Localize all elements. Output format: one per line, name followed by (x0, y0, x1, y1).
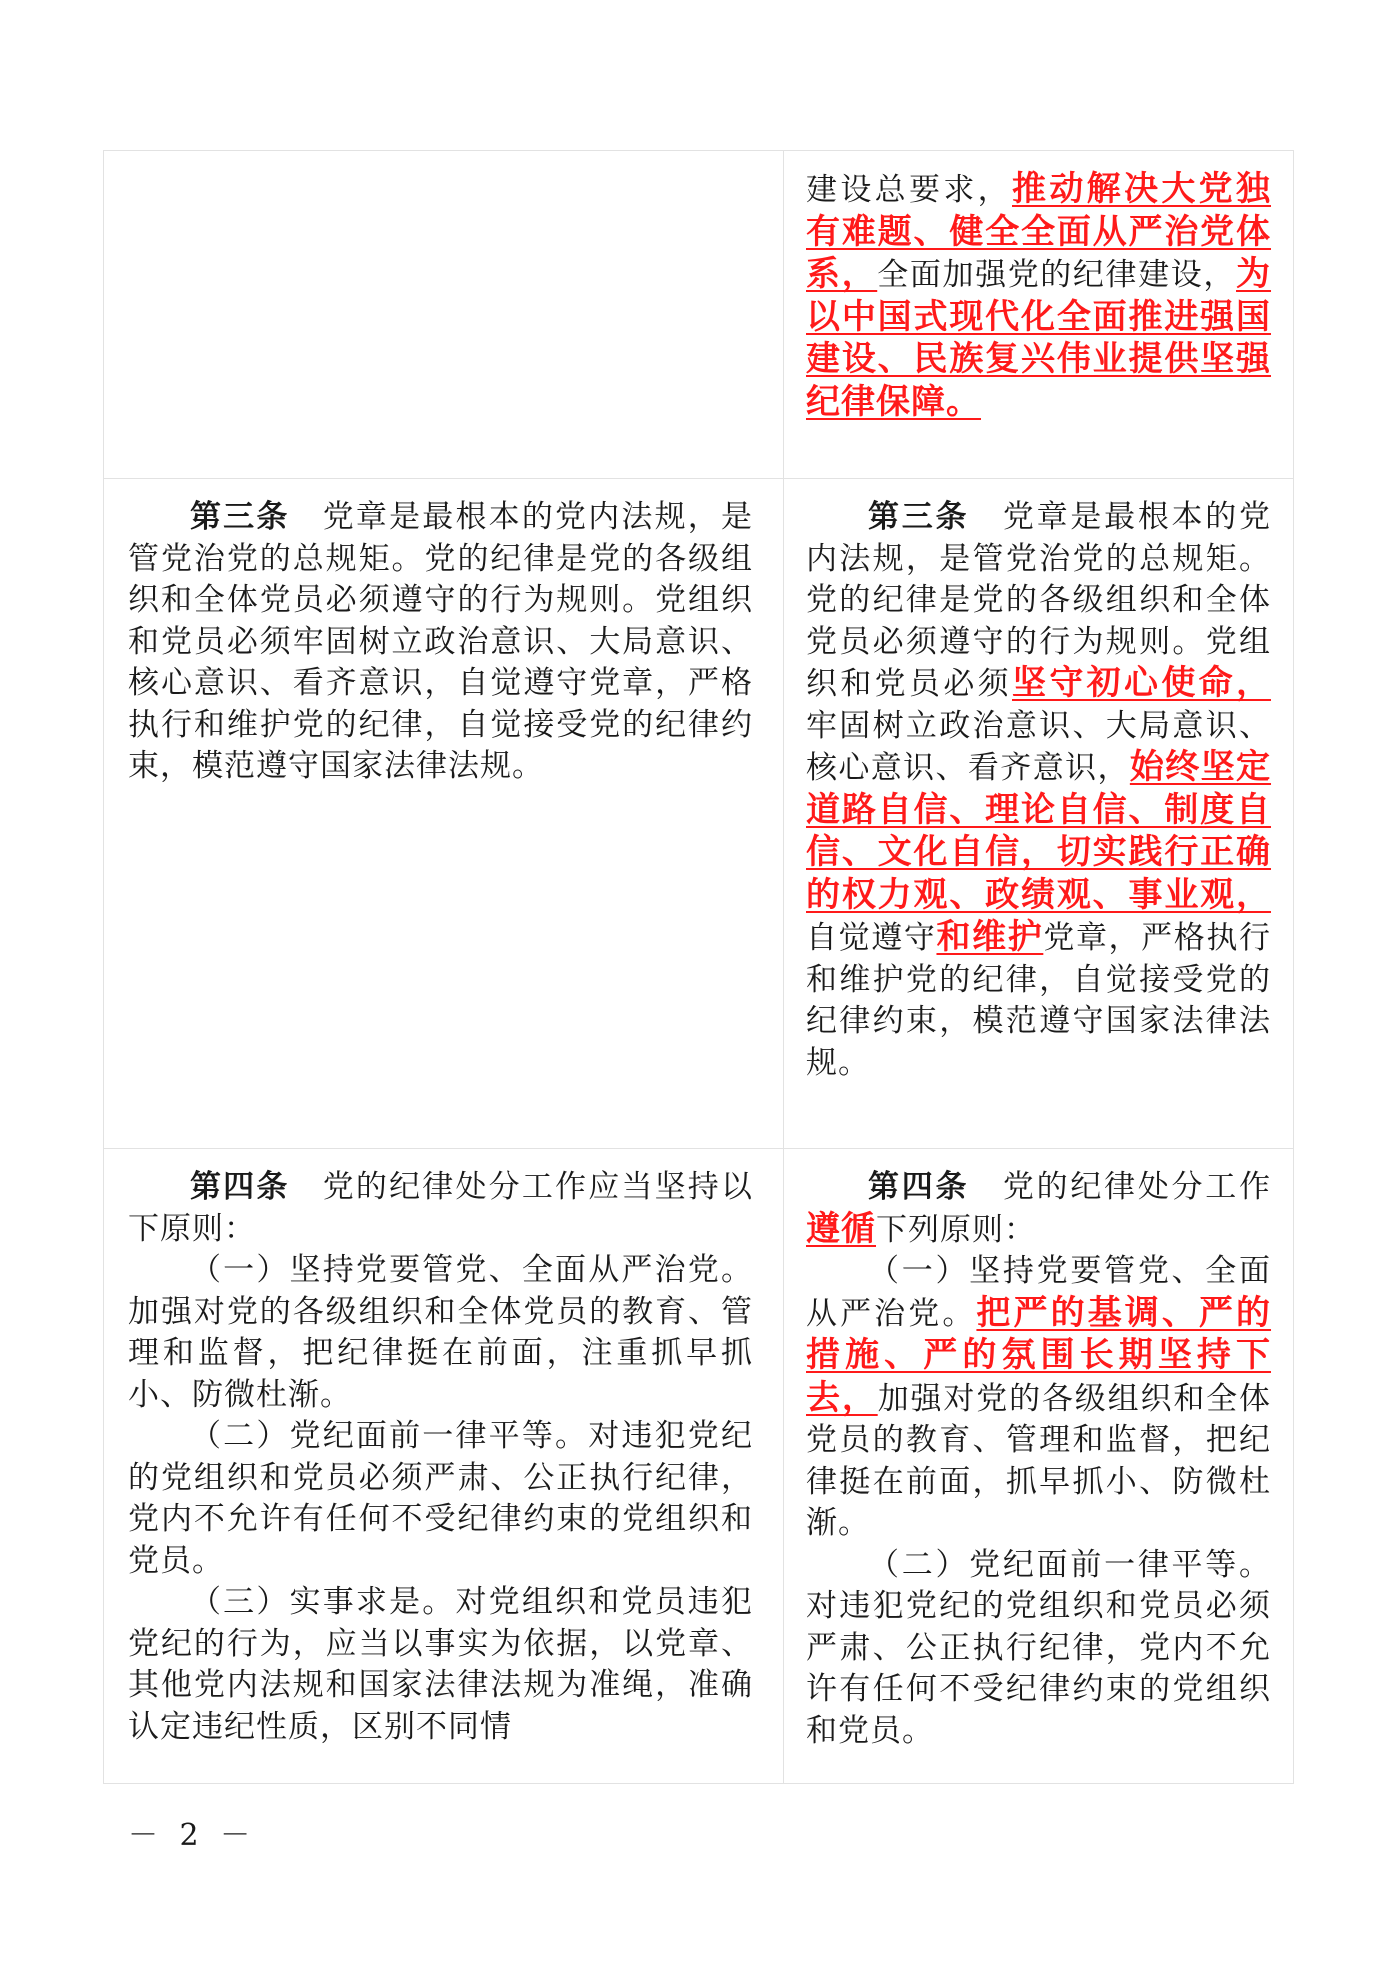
article-heading: 第四条 (190, 1169, 290, 1205)
text-segment: 下列原则： (876, 1211, 1036, 1248)
article-4-new-intro (806, 1167, 1271, 1251)
article-body: 党章是最根本的党内法规，是管党治党的总规矩。党的纪律是党的各级组织和全体党员必须遵守的行为规则。党组织和党员必须牢固树立政治意识、大局意识、核心意识、看齐意识，自觉遵守党章，严格执行和维护党的纪律，自觉接受党的纪律约束，模范遵守国家法律法规。 (128, 499, 753, 784)
article-4-old-intro (128, 1167, 753, 1250)
highlighted-revision: 推动解决大党独有难题、健全全面从严治党体系， (806, 169, 1271, 294)
table-cell-left (104, 1149, 784, 1784)
article-3-old (128, 497, 753, 788)
principle-item: （一）坚持党要管党、全面从严治党。加强对党的各级组织和全体党员的教育、管理和监督，把纪律挺在前面，注重抓早抓小、防微杜渐。 (128, 1252, 753, 1413)
comparison-table (103, 150, 1294, 1784)
table-row (104, 151, 1294, 479)
text-segment: 全面加强党的纪律建设， (877, 257, 1237, 293)
principle-item: （二）党纪面前一律平等。对违犯党纪的党组织和党员必须严肃、公正执行纪律，党内不允许有任何不受纪律约束的党组织和党员。 (806, 1546, 1271, 1749)
highlighted-revision: 坚守初心使命， (1012, 663, 1271, 703)
highlighted-revision: 把严的基调、严的措施、严的氛围长期坚持下去， (806, 1292, 1272, 1418)
article-3-new (806, 497, 1271, 1084)
table-row (104, 479, 1294, 1149)
text-segment: 党章，严格执行和维护党的纪律，自觉接受党的纪律约束，模范遵守国家法律法规。 (806, 920, 1272, 1081)
principle-item: （二）党纪面前一律平等。对违犯党纪的党组织和党员必须严肃、公正执行纪律，党内不允许有任何不受纪律约束的党组织和党员。 (128, 1418, 753, 1579)
text-segment: 加强对党的各级组织和全体党员的教育、管理和监督，把纪律挺在前面，抓早抓小、防微杜渐。 (806, 1380, 1272, 1541)
highlighted-revision: 为以中国式现代化全面推进强国建设、民族复兴伟业提供坚强纪律保障。 (806, 254, 1272, 422)
table-cell-right (784, 1149, 1294, 1784)
text-segment: 党的纪律处分工作 (969, 1169, 1272, 1205)
table-cell-right (784, 479, 1294, 1149)
article-heading: 第三条 (868, 499, 970, 535)
principle-item (806, 1251, 1271, 1545)
article-body: 党的纪律处分工作应当坚持以下原则： (128, 1169, 753, 1247)
text-segment: 自觉遵守 (806, 920, 937, 956)
article-heading: 第三条 (190, 499, 290, 535)
principle-item: （三）实事求是。对党组织和党员违犯党纪的行为，应当以事实为依据，以党章、其他党内法规和国家法律法规为准绳，准确认定违纪性质，区别不同情 (128, 1584, 753, 1745)
table-row (104, 1149, 1294, 1784)
page-number: － 2 － (128, 1818, 257, 1853)
text-segment: 牢固树立政治意识、大局意识、核心意识、看齐意识， (806, 707, 1271, 786)
highlighted-revision: 和维护 (936, 917, 1044, 957)
text-segment: 建设总要求， (806, 172, 1012, 208)
article-continuation-text (806, 169, 1271, 424)
text-segment: （一）坚持党要管党、全面从严治党。 (806, 1253, 1271, 1332)
table-cell-left (104, 479, 784, 1149)
article-heading: 第四条 (868, 1169, 970, 1205)
highlighted-revision: 遵循 (806, 1208, 876, 1249)
table-cell-left-empty (104, 151, 784, 479)
highlighted-revision: 始终坚定道路自信、理论自信、制度自信、文化自信，切实践行正确的权力观、政绩观、事业观， (806, 747, 1272, 915)
table-cell-right (784, 151, 1294, 479)
text-segment: 党章是最根本的党内法规，是管党治党的总规矩。党的纪律是党的各级组织和全体党员必须遵守的行为规则。党组织和党员必须 (806, 499, 1272, 702)
